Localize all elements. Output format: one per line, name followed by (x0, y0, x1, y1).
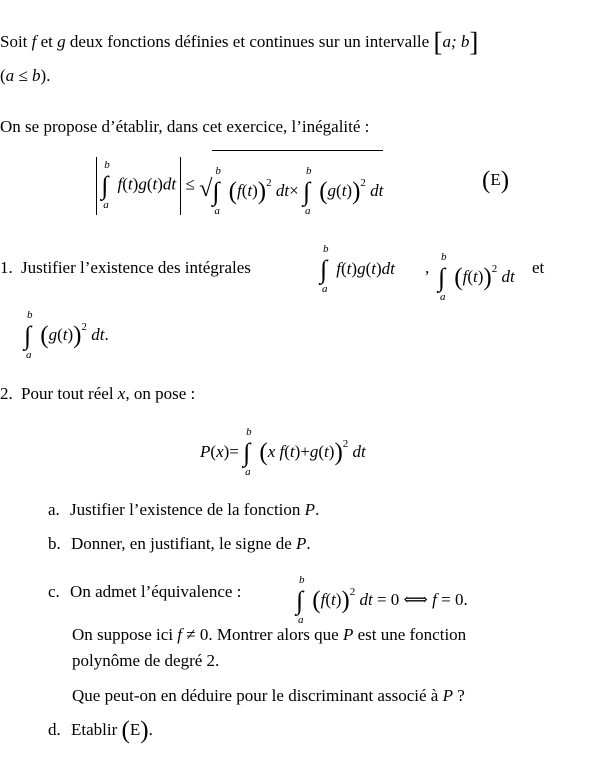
intro-line-1: Soit f et g deux fonctions définies et continues sur un intervalle [a; b] (0, 27, 479, 57)
intro-line-2: (a ≤ b). (0, 66, 51, 85)
q1-sep2: et (532, 258, 545, 277)
q1-integral-g2: b ∫ a $(g(t))^2$ dt. (24, 309, 109, 362)
condition: a ≤ b (5, 66, 41, 85)
question-number-1: 1. (0, 258, 13, 277)
interval: a; b (442, 32, 470, 51)
var-x: x (117, 384, 126, 403)
question-2-intro: 2. Pour tout réel x, on pose : (0, 384, 196, 403)
proposition-text: On se propose d’établir, dans cet exercice, l’inégalité : (0, 117, 370, 136)
intro-text-et: et (36, 32, 58, 51)
intro-text-a: Soit (0, 32, 32, 51)
sub-item-c-line-3: polynôme de degré 2. (72, 651, 220, 670)
sub-item-c: c. On admet l’équivalence : (48, 582, 242, 601)
sub-item-b: b. Donner, en justifiant, le signe de P. (48, 534, 311, 553)
q1-sep1: , (425, 258, 430, 277)
inequality-e: b ∫ a f(t)g(t)dt ≤ √ b ∫ a $(f(t))^2$ dt× b ∫ a $(g(t))^2$ dt (96, 150, 383, 210)
var-g: g (57, 32, 66, 51)
equation-label-e: (E) (482, 167, 510, 194)
question-number-2: 2. (0, 384, 13, 403)
equivalence-formula: b ∫ a $(f(t))^2$ dt = 0 ⟺ f = 0. (296, 574, 468, 627)
question-1-text: Justifier l’existence des intégrales (21, 258, 251, 277)
sub-item-c-line-2: On suppose ici f ≠ 0. Montrer alors que P est une fonction (72, 625, 467, 644)
p-definition: P(x)= b ∫ a (x f(t)+g(t))$^2$ dt (200, 426, 366, 479)
question-1-line-1 (0, 258, 251, 278)
q1-integral-f2: b ∫ a $(f(t))^2$ dt (438, 251, 515, 304)
sub-item-d: d. Etablir (E). (48, 717, 153, 744)
q1-integral-fg: b ∫ a f(t)g(t)dt (320, 243, 395, 296)
intro-text-b: deux fonctions définies et continues sur un intervalle (65, 32, 430, 51)
sub-item-a: a. Justifier l’existence de la fonction P. (48, 500, 320, 519)
var-f: f (31, 32, 37, 51)
sub-item-c-line-4: Que peut-on en déduire pour le discriminant associé à P ? (72, 686, 465, 705)
